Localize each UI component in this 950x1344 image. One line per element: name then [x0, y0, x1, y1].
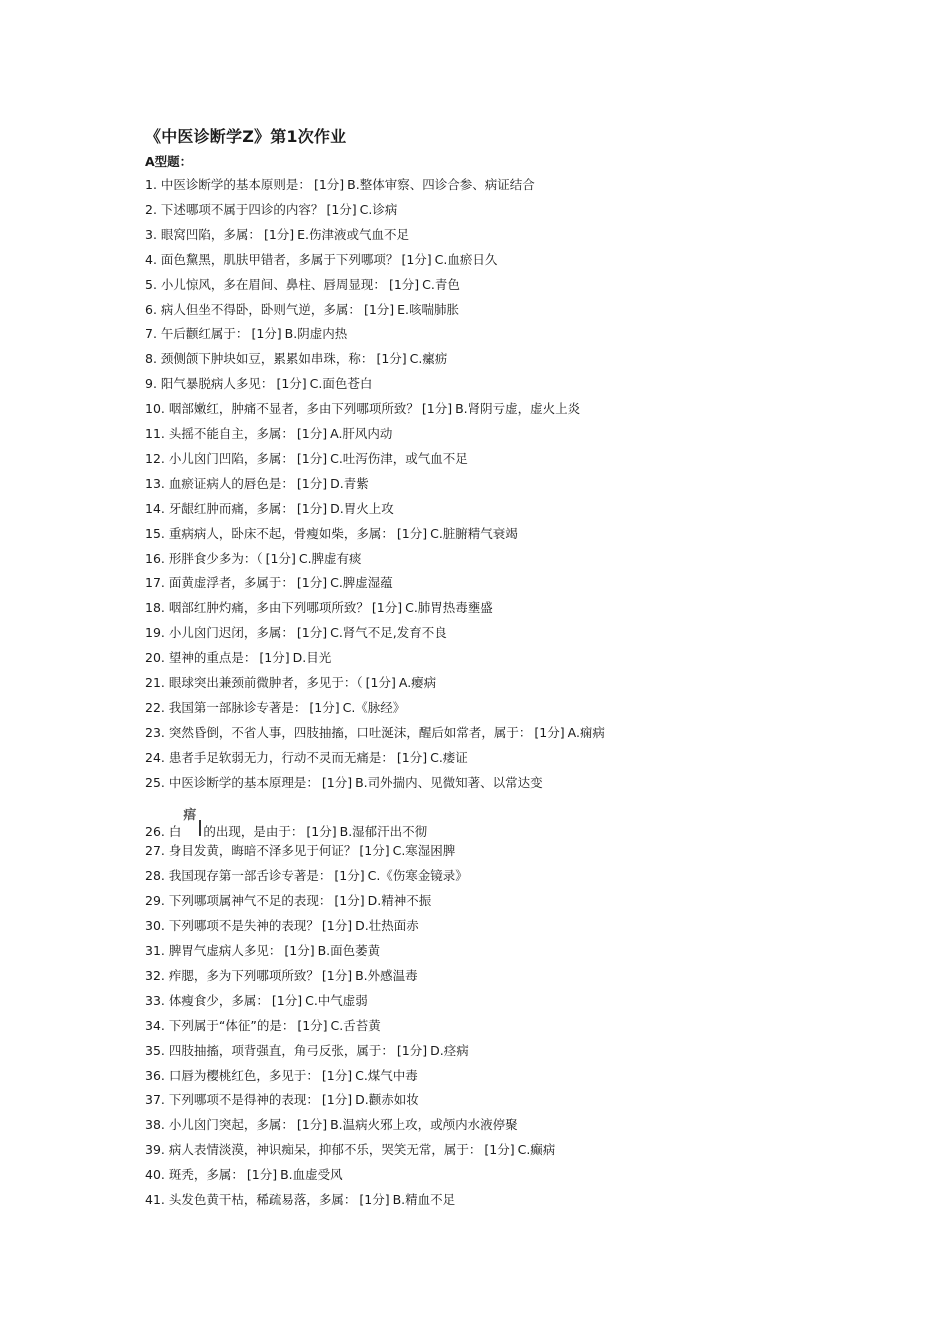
question-number: 32. [145, 967, 165, 983]
question-answer: C.肺胃热毒壅盛 [405, 600, 493, 616]
question-score: [1分] [296, 450, 328, 466]
question-score: [1分] [396, 749, 428, 765]
question-score: [1分] [359, 1192, 390, 1207]
question-item [145, 1116, 518, 1134]
question-number: 29. [145, 893, 165, 909]
question-item [145, 251, 497, 269]
question-score: [1分] [296, 575, 328, 591]
question-answer: C.《伤寒金镜录》 [367, 868, 468, 884]
inline-character-stroke [199, 820, 201, 836]
question-stem: 小儿惊风，多在眉间、鼻柱、唇周显现： [160, 276, 386, 292]
question-item [145, 967, 418, 985]
question-number: 9. [145, 376, 157, 392]
question-score: [1分] [396, 1042, 428, 1058]
question-stem: 斑秃，多属： [168, 1167, 244, 1183]
question-answer: D.青紫 [330, 475, 369, 491]
question-number: 17. [145, 575, 165, 591]
question-stem: 阳气暴脱病人多见： [160, 376, 274, 392]
question-item [145, 475, 369, 493]
question-stem: 咽部嫩红，肿痛不显者，多由下列哪项所致？ [168, 401, 419, 417]
question-number: 12. [145, 450, 165, 466]
question-number: 31. [145, 943, 165, 958]
question-item [145, 749, 468, 767]
question-answer: C.吐泻伤津，或气血不足 [330, 450, 468, 466]
question-number: 38. [145, 1117, 165, 1133]
question-item [145, 917, 419, 935]
question-number: 37. [145, 1092, 165, 1108]
question-score: [1分] [371, 600, 403, 616]
question-score: [1分] [321, 918, 353, 934]
question-answer: B.肾阴亏虚，虚火上炎 [455, 401, 581, 417]
question-score: [1分] [313, 177, 345, 192]
inline-character-image [182, 807, 202, 840]
question-stem: 牙龈红肿而痛，多属： [168, 500, 294, 516]
question-stem-prefix: 白 [168, 823, 182, 839]
question-number: 5. [145, 276, 157, 292]
question-item [145, 649, 331, 667]
question-score: [1分] [376, 351, 407, 367]
question-number: 6. [145, 301, 157, 317]
question-score: [1分] [388, 276, 420, 292]
question-score: [1分] [263, 226, 295, 242]
question-answer: C.瘰疬 [409, 351, 448, 367]
question-stem: 眼球突出兼颈前微肿者，多见于：（ [168, 675, 363, 690]
question-stem: 口唇为樱桃红色，多见于： [168, 1067, 319, 1083]
question-score: [1分] [359, 843, 390, 859]
question-stem: 头摇不能自主，多属： [168, 426, 294, 441]
question-item [145, 325, 347, 343]
question-number: 7. [145, 326, 157, 342]
question-score: [1分] [296, 500, 328, 516]
question-number: 19. [145, 625, 165, 641]
question-stem: 突然昏倒，不省人事，四肢抽搐，口吐涎沫，醒后如常者，属于： [168, 724, 532, 740]
question-item [145, 1191, 455, 1209]
question-stem: 咽部红肿灼痛，多由下列哪项所致？ [168, 600, 369, 616]
question-stem: 我国第一部脉诊专著是： [168, 699, 307, 715]
question-answer: C.血瘀日久 [434, 251, 498, 267]
question-stem: 面黄虚浮者，多属于： [168, 575, 294, 591]
question-score: [1分] [484, 1142, 515, 1158]
question-number: 14. [145, 500, 165, 516]
question-answer: C.青色 [422, 276, 460, 292]
question-score: [1分] [321, 1067, 353, 1083]
question-stem: 面色黧黑，肌肤甲错者，多属于下列哪项？ [160, 251, 399, 267]
question-item [145, 525, 518, 543]
question-item [145, 1166, 343, 1184]
question-item [145, 842, 455, 860]
question-number: 34. [145, 1017, 165, 1033]
question-score: [1分] [259, 650, 290, 666]
question-item [145, 301, 459, 319]
question-item [145, 450, 468, 468]
question-score: [1分] [365, 675, 396, 690]
question-score: [1分] [321, 967, 353, 983]
question-answer: E.咳喘肺胀 [397, 301, 460, 317]
question-score: [1分] [396, 525, 428, 541]
question-number: 20. [145, 650, 165, 666]
question-number: 3. [145, 226, 157, 242]
question-stem: 下列哪项不是得神的表现： [168, 1092, 319, 1108]
question-item [145, 942, 380, 960]
question-score: [1分] [271, 992, 303, 1008]
question-stem: 脾胃气虚病人多见： [168, 943, 282, 958]
question-item [145, 1141, 555, 1159]
question-number: 26. [145, 823, 165, 839]
question-stem: 小儿囟门迟闭，多属： [168, 625, 294, 641]
question-number: 39. [145, 1142, 165, 1158]
question-answer: C.中气虚弱 [305, 992, 368, 1008]
question-stem: 中医诊断学的基本原理是： [168, 774, 319, 790]
question-answer: C.面色苍白 [309, 376, 373, 392]
question-score: [1分] [321, 774, 353, 790]
question-stem: 我国现存第一部舌诊专著是： [168, 868, 332, 884]
question-number: 22. [145, 699, 165, 715]
question-answer: B.血虚受风 [280, 1167, 343, 1183]
question-item [145, 674, 436, 692]
question-score: [1分] [321, 1092, 353, 1108]
question-stem: 血瘀证病人的唇色是： [168, 475, 294, 491]
question-score: [1分] [401, 251, 432, 267]
question-number: 1. [145, 177, 157, 192]
question-answer: C.癫病 [517, 1142, 556, 1158]
question-answer: D.壮热面赤 [355, 918, 419, 934]
question-answer: C.脾虚湿蕴 [330, 575, 393, 591]
question-stem: 患者手足软弱无力，行动不灵而无痛是： [168, 749, 394, 765]
question-number: 41. [145, 1192, 165, 1207]
question-stem: 病人但坐不得卧，卧则气逆，多属： [160, 301, 361, 317]
question-answer: C.煤气中毒 [355, 1067, 418, 1083]
question-score: [1分] [284, 943, 315, 958]
question-stem: 下列哪项属神气不足的表现： [168, 893, 332, 909]
question-stem: 中医诊断学的基本原则是： [160, 177, 311, 192]
question-stem: 体瘦食少，多属： [168, 992, 269, 1008]
document-title: 《中医诊断学Z》第1次作业 [145, 127, 347, 146]
question-number: 2. [145, 201, 157, 217]
question-score: [1分] [306, 823, 337, 839]
question-score: [1分] [334, 868, 365, 884]
question-item [145, 867, 468, 885]
question-answer: A.痫病 [567, 724, 605, 740]
question-number: 16. [145, 550, 165, 566]
question-stem: 小儿囟门突起，多属： [168, 1117, 294, 1133]
question-answer: C.脏腑精气衰竭 [430, 525, 518, 541]
question-answer: B.阴虚内热 [284, 326, 348, 342]
question-item [145, 699, 405, 717]
question-answer: A.瘿病 [398, 675, 437, 690]
question-score: [1分] [297, 1017, 328, 1033]
question-answer: B.温病火邪上攻，或颅内水液停聚 [330, 1117, 518, 1133]
question-item [145, 1091, 419, 1109]
question-stem: 望神的重点是： [168, 650, 257, 666]
question-number: 10. [145, 401, 165, 417]
question-item [145, 624, 447, 642]
question-item [145, 992, 368, 1010]
question-item [145, 724, 605, 742]
question-score: [1分] [265, 550, 296, 566]
question-number: 11. [145, 426, 165, 441]
question-answer: C.肾气不足,发育不良 [330, 625, 447, 641]
question-stem: 的出现，是由于： [203, 823, 304, 839]
question-item [145, 1067, 418, 1085]
question-answer: D.精神不振 [367, 893, 432, 909]
question-score: [1分] [296, 1117, 328, 1133]
question-stem: 眼窝凹陷，多属： [160, 226, 261, 242]
question-score: [1分] [309, 699, 340, 715]
question-score: [1分] [276, 376, 307, 392]
question-stem: 头发色黄干枯，稀疏易落，多属： [168, 1192, 357, 1207]
question-number: 13. [145, 475, 165, 491]
question-item [145, 500, 394, 518]
question-number: 21. [145, 675, 165, 690]
question-number: 15. [145, 525, 165, 541]
question-stem: 痄腮，多为下列哪项所致？ [168, 967, 319, 983]
question-score: [1分] [326, 201, 357, 217]
question-item [145, 350, 447, 368]
question-score: [1分] [246, 1167, 278, 1183]
question-stem: 形胖食少多为：（ [168, 550, 263, 566]
question-stem: 四肢抽搐，项背强直，角弓反张，属于： [168, 1042, 394, 1058]
question-number: 27. [145, 843, 165, 859]
question-number: 18. [145, 600, 165, 616]
question-item [145, 550, 362, 568]
question-answer: E.伤津液或气血不足 [297, 226, 410, 242]
question-answer: D.颧赤如妆 [355, 1092, 419, 1108]
question-item [145, 226, 409, 244]
question-answer: B.整体审察、四诊合参、病证结合 [347, 177, 535, 192]
question-item [145, 774, 543, 792]
question-item [145, 400, 580, 418]
question-number: 30. [145, 918, 165, 934]
question-item [145, 807, 428, 841]
question-item [145, 892, 431, 910]
question-score: [1分] [363, 301, 395, 317]
question-stem: 下列哪项不是失神的表现？ [168, 918, 319, 934]
question-stem: 小儿囟门凹陷，多属： [168, 450, 294, 466]
question-answer: D.目光 [292, 650, 332, 666]
question-stem: 病人表情淡漠，神识痴呆，抑郁不乐，哭笑无常，属于： [168, 1142, 482, 1158]
question-score: [1分] [296, 426, 328, 441]
question-answer: C.脾虚有痰 [298, 550, 362, 566]
question-number: 35. [145, 1042, 165, 1058]
question-item [145, 375, 372, 393]
question-number: 33. [145, 992, 165, 1008]
question-answer: C.诊病 [359, 201, 398, 217]
question-score: [1分] [334, 893, 365, 909]
question-stem: 下列属于“体征”的是： [168, 1017, 295, 1033]
question-number: 4. [145, 251, 157, 267]
question-number: 23. [145, 724, 165, 740]
question-item [145, 201, 397, 219]
question-item [145, 425, 392, 443]
question-number: 25. [145, 774, 165, 790]
question-answer: C.舌苔黄 [330, 1017, 381, 1033]
question-score: [1分] [296, 625, 328, 641]
question-answer: B.湿郁汗出不彻 [339, 823, 428, 839]
question-stem: 重病病人，卧床不起，骨瘦如柴，多属： [168, 525, 394, 541]
question-answer: C.《脉经》 [342, 699, 406, 715]
question-item [145, 1017, 381, 1035]
question-number: 8. [145, 351, 157, 367]
inline-character-text: 痦 [183, 807, 197, 823]
question-answer: A.肝风内动 [330, 426, 393, 441]
question-score: [1分] [296, 475, 328, 491]
question-item [145, 1042, 469, 1060]
question-stem: 午后颧红属于： [160, 326, 249, 342]
question-answer: B.司外揣内、见微知著、以常达变 [355, 774, 543, 790]
question-answer: D.痉病 [430, 1042, 469, 1058]
question-answer: C.痿证 [430, 749, 468, 765]
question-item [145, 574, 393, 592]
question-score: [1分] [251, 326, 282, 342]
question-number: 36. [145, 1067, 165, 1083]
question-number: 24. [145, 749, 165, 765]
section-label: A型题： [145, 154, 193, 169]
question-score: [1分] [421, 401, 453, 417]
question-answer: D.胃火上攻 [330, 500, 394, 516]
question-item [145, 176, 535, 194]
question-stem: 身目发黄，晦暗不泽多见于何证？ [168, 843, 357, 859]
question-stem: 颈侧颌下肿块如豆，累累如串珠，称： [160, 351, 374, 367]
question-stem: 下述哪项不属于四诊的内容？ [160, 201, 324, 217]
question-score: [1分] [534, 724, 565, 740]
question-number: 40. [145, 1167, 165, 1183]
question-number: 28. [145, 868, 165, 884]
question-answer: C.寒湿困脾 [392, 843, 456, 859]
question-item [145, 276, 460, 294]
question-answer: B.精血不足 [392, 1192, 456, 1207]
question-answer: B.面色萎黄 [317, 943, 381, 958]
question-answer: B.外感温毒 [355, 967, 418, 983]
question-item [145, 599, 493, 617]
